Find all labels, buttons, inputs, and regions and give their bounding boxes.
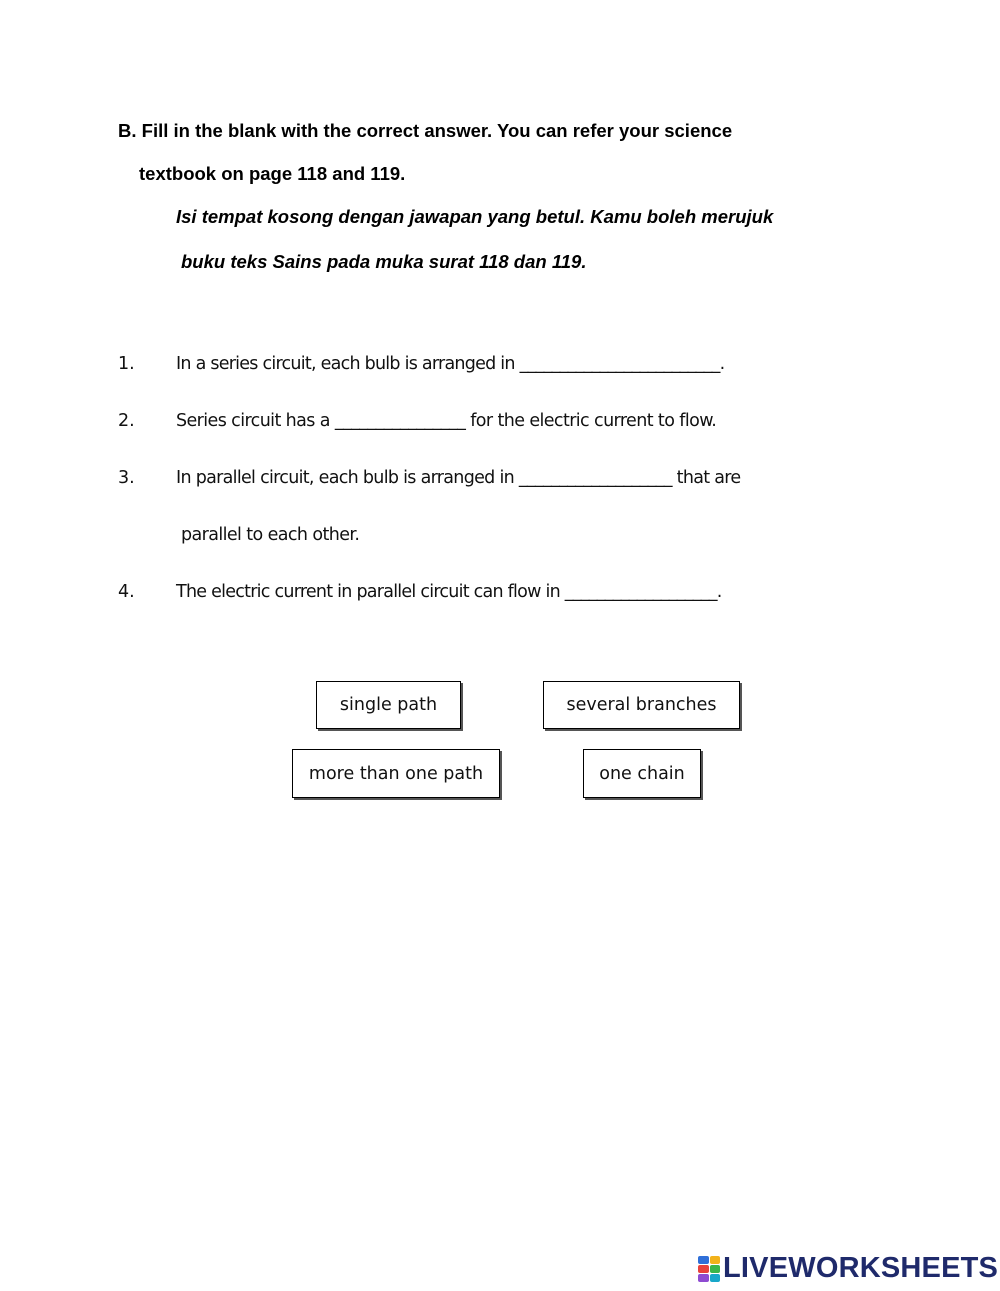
answer-option-several-branches[interactable]: several branches [543, 681, 740, 729]
question-4-number: 4. [118, 582, 135, 602]
question-2-text: Series circuit has a ________________ for the electric current to flow. [176, 411, 717, 431]
logo-tile [698, 1265, 709, 1273]
logo-tile [698, 1256, 709, 1264]
question-2-number: 2. [118, 411, 135, 431]
question-4-text: The electric current in parallel circuit can flow in ___________________. [176, 582, 722, 602]
answer-option-one-chain[interactable]: one chain [583, 749, 701, 798]
question-3-text: In parallel circuit, each bulb is arranged in ___________________ that are [176, 468, 741, 488]
instruction-en-line-1: B. Fill in the blank with the correct answer. You can refer your science [118, 120, 733, 141]
liveworksheets-logo-icon [698, 1256, 720, 1282]
answer-option-single-path[interactable]: single path [316, 681, 461, 729]
logo-tile [710, 1265, 721, 1273]
instruction-ms-line-2: buku teks Sains pada muka surat 118 dan 119. [181, 251, 587, 272]
liveworksheets-wordmark: LIVEWORKSHEETS [723, 1252, 999, 1284]
question-1-text: In a series circuit, each bulb is arranged in _________________________. [176, 354, 725, 374]
question-3-continuation: parallel to each other. [181, 525, 360, 545]
question-1-number: 1. [118, 354, 135, 374]
logo-tile [710, 1274, 721, 1282]
liveworksheets-branding [698, 1254, 998, 1283]
logo-tile [698, 1274, 709, 1282]
logo-tile [710, 1256, 721, 1264]
question-3-number: 3. [118, 468, 135, 488]
instruction-ms-line-1: Isi tempat kosong dengan jawapan yang betul. Kamu boleh merujuk [176, 206, 774, 227]
answer-option-more-than-one-path[interactable]: more than one path [292, 749, 500, 798]
instruction-en-line-2: textbook on page 118 and 119. [139, 163, 406, 184]
